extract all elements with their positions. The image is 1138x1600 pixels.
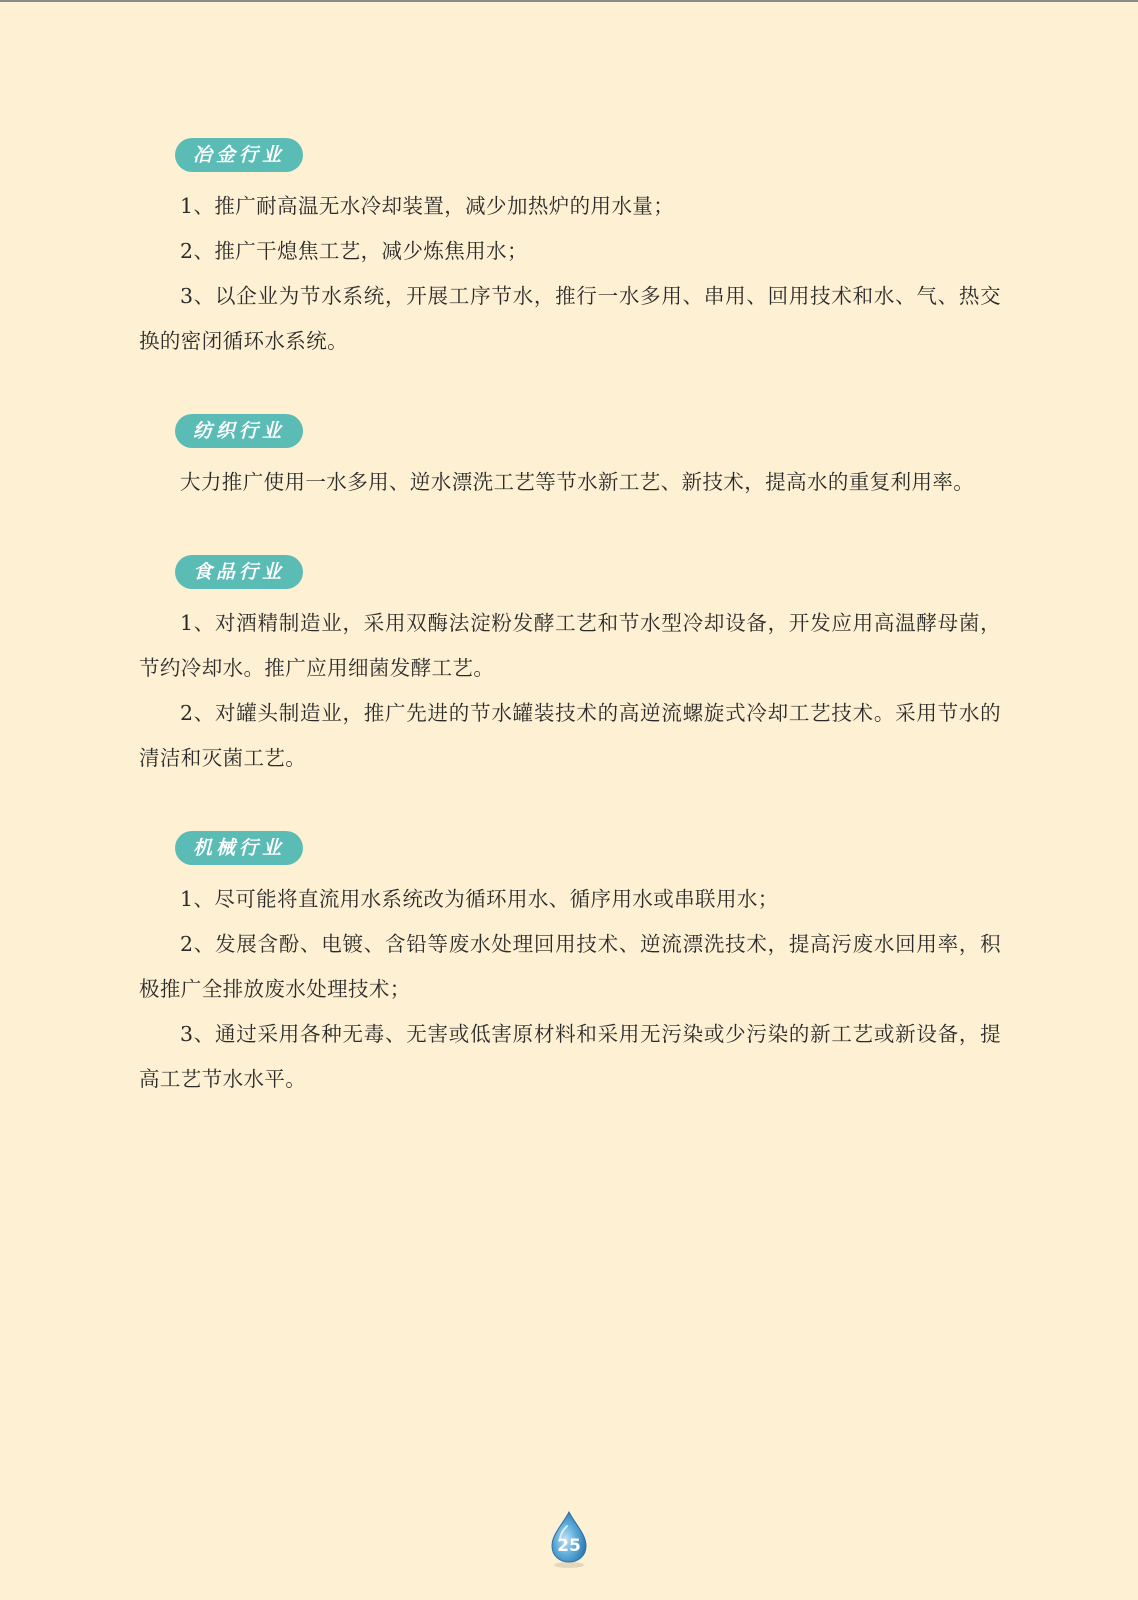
paragraph: 3、以企业为节水系统，开展工序节水，推行一水多用、串用、回用技术和水、气、热交换的密闭循环水系统。: [139, 284, 1001, 353]
paragraph: 2、对罐头制造业，推广先进的节水罐装技术的高逆流螺旋式冷却工艺技术。采用节水的清洁和灭菌工艺。: [139, 701, 1001, 770]
page-top-edge: [0, 0, 1138, 2]
paragraph: 大力推广使用一水多用、逆水漂洗工艺等节水新工艺、新技术，提高水的重复利用率。: [180, 470, 975, 494]
section-machinery: [139, 831, 1001, 1102]
page-number-badge: [548, 1510, 590, 1570]
document-body: [139, 138, 1001, 1152]
section-textile: [139, 414, 1001, 505]
section-title-textile: 纺织行业: [175, 414, 303, 448]
paragraph: 2、推广干熄焦工艺，减少炼焦用水；: [180, 239, 528, 263]
section-title-machinery: 机械行业: [175, 831, 303, 865]
paragraph: 1、尽可能将直流用水系统改为循环用水、循序用水或串联用水；: [180, 887, 779, 911]
section-food: [139, 555, 1001, 781]
paragraph: 1、对酒精制造业，采用双酶法淀粉发酵工艺和节水型冷却设备，开发应用高温酵母菌，节约冷却水。推广应用细菌发酵工艺。: [139, 611, 1001, 680]
section-metallurgy: [139, 138, 1001, 364]
paragraph: 2、发展含酚、电镀、含铅等废水处理回用技术、逆流漂洗技术，提高污废水回用率，积极推广全排放废水处理技术；: [139, 932, 1001, 1001]
paragraph: 3、通过采用各种无毒、无害或低害原材料和采用无污染或少污染的新工艺或新设备，提高工艺节水水平。: [139, 1022, 1001, 1091]
section-title-food: 食品行业: [175, 555, 303, 589]
section-title-metallurgy: 冶金行业: [175, 138, 303, 172]
page-number: 25: [557, 1536, 581, 1556]
paragraph: 1、推广耐高温无水冷却装置，减少加热炉的用水量；: [180, 194, 675, 218]
